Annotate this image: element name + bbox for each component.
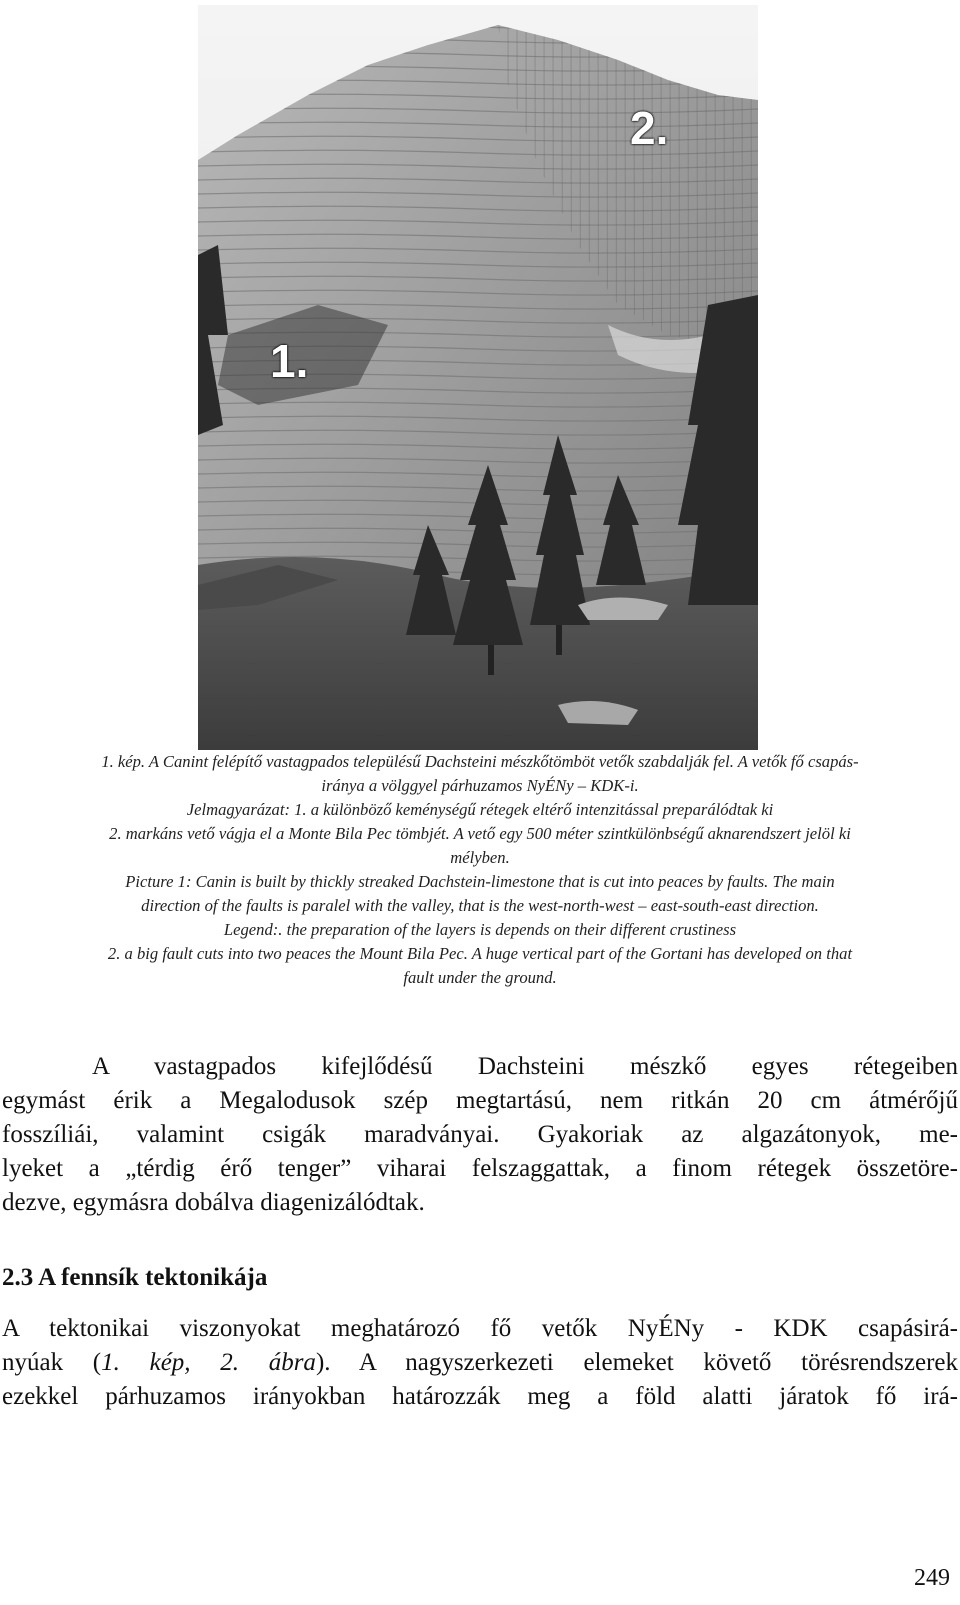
paragraph-2-line-1: A tektonikai viszonyokat meghatározó fő vetők NyÉNy - KDK csapásirá- (2, 1315, 958, 1342)
paragraph-1-line-4: lyeket a „térdig érő tenger” viharai felszaggattak, a finom rétegek összetöre- (2, 1155, 958, 1182)
caption-en-line-1: Picture 1: Canin is built by thickly streaked Dachstein-limestone that is cut into peaces by faults. The main (125, 872, 835, 891)
caption-en-line-4: 2. a big fault cuts into two peaces the Mount Bila Pec. A huge vertical part of the Gortani has developed on that (107, 944, 853, 963)
caption-en-line-3: Legend:. the preparation of the layers is depends on their different crustiness (223, 920, 737, 939)
caption-hu-line-3: Jelmagyarázat: 1. a különböző keménységű rétegek eltérő intenzitással preparálódtak ki (186, 800, 774, 819)
page-number: 249 (914, 1565, 950, 1591)
paragraph-1-line-2: egymást érik a Megalodusok szép megtartású, nem ritkán 20 cm átmérőjű (2, 1087, 958, 1114)
caption-hu-line-5: mélyben. (450, 848, 510, 867)
caption-hu-line-2: iránya a völggyel párhuzamos NyÉNy – KDK-i. (321, 776, 639, 795)
mountain-photo (198, 5, 758, 750)
paragraph-2-line-2 (2, 1346, 958, 1380)
paragraph-2-line-3: ezekkel párhuzamos irányokban határozzák meg a föld alatti járatok fő irá- (2, 1383, 958, 1410)
caption-hu-line-4: 2. markáns vető vágja el a Monte Bila Pec tömbjét. A vető egy 500 méter szintkülönbségű aknarendszert jelöl ki (109, 824, 851, 843)
paragraph-1-line-5: dezve, egymásra dobálva diagenizálódtak. (2, 1189, 425, 1216)
caption-hu-line-1: 1. kép. A Canint felépítő vastagpados településű Dachsteini mészkőtömböt vetők szabdalják fel. A vetők fő csapás- (101, 752, 859, 771)
photo-label-1: 1. (270, 335, 309, 387)
caption-en-line-5: fault under the ground. (403, 968, 557, 987)
paragraph-2-line-2-end: ). A nagyszerkezeti elemeket követő törésrendszerek (315, 1349, 958, 1376)
figure-caption (0, 750, 960, 990)
caption-en-line-2: direction of the faults is paralel with the valley, that is the west-north-west – east-south-east direction. (141, 896, 819, 915)
paragraph-1-line-3: fosszíliái, valamint csigák maradványai. Gyakoriak az algazátonyok, me- (2, 1121, 958, 1148)
section-heading: 2.3 A fennsík tektonikája (2, 1264, 268, 1291)
photo-label-2: 2. (630, 102, 669, 154)
paragraph-2 (2, 1312, 958, 1414)
paragraph-1 (2, 1050, 958, 1220)
paragraph-2-line-2-start: nyúak ( (2, 1349, 102, 1376)
figure-reference: 1. kép, 2. ábra (101, 1349, 316, 1376)
paragraph-1-line-1: A vastagpados kifejlődésű Dachsteini mészkő egyes rétegeiben (92, 1053, 958, 1080)
